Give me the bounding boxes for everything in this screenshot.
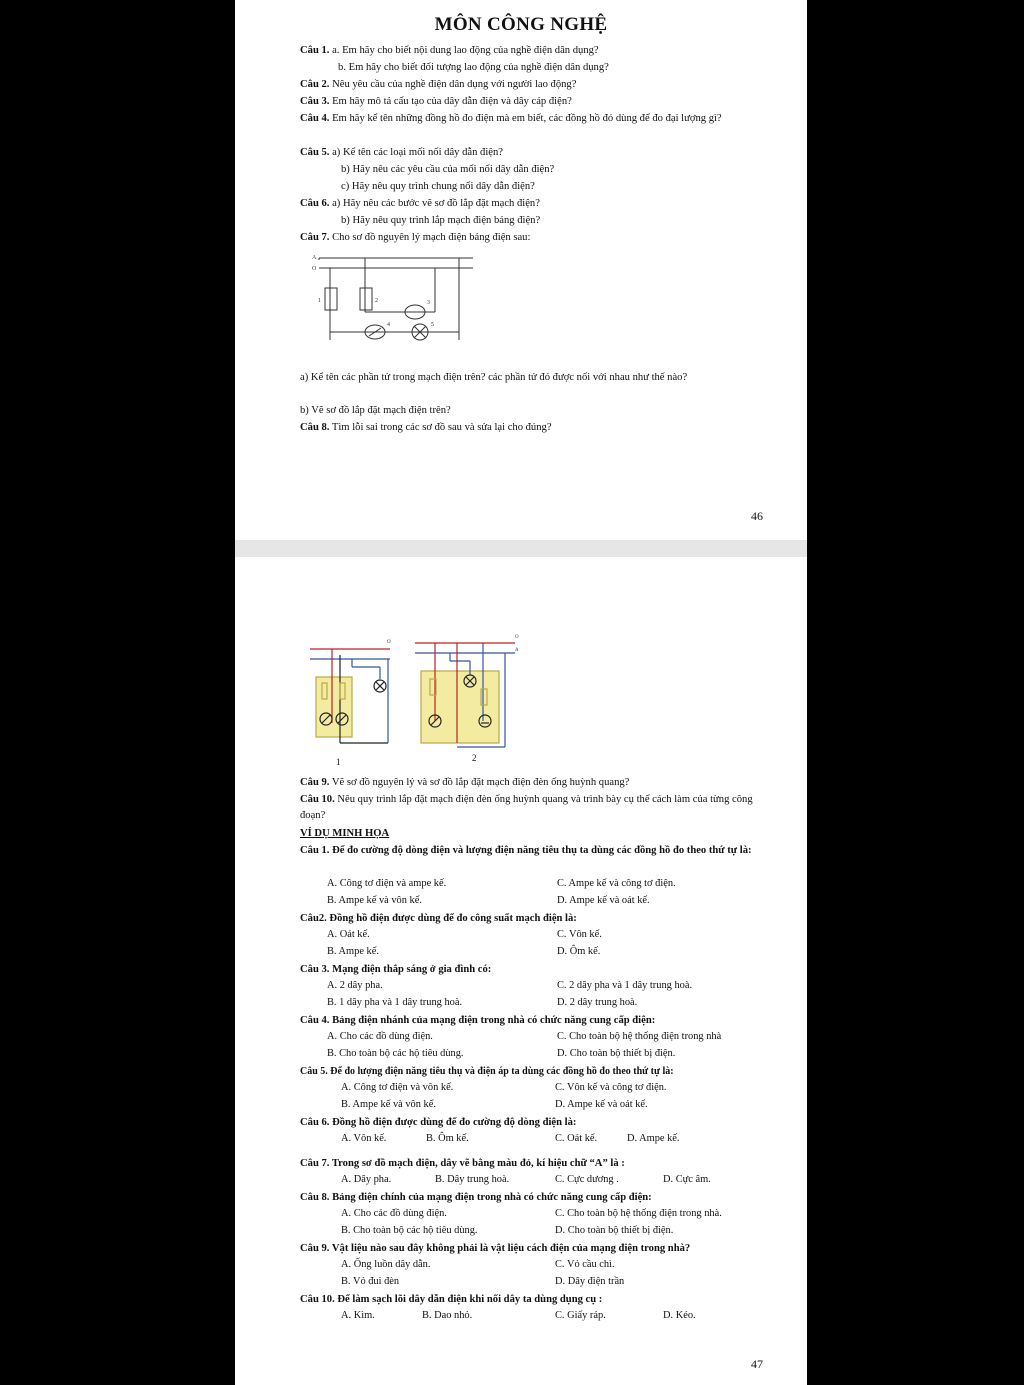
mc-question-10: Câu 10. Để làm sạch lõi dây dẫn điện khi nối dây ta dùng dụng cụ :	[300, 1294, 603, 1305]
mc-question-1: Câu 1. Để đo cường độ dòng điện và lượng điện năng tiêu thụ ta dùng các đồng hồ đo theo thứ tự là:	[300, 845, 752, 856]
question-6b: b) Hãy nêu quy trình lắp mạch điện bảng điện?	[341, 215, 541, 226]
question-7a: a) Kể tên các phần tử trong mạch điện trên? các phần tử đó được nối với nhau như thế nào?	[300, 372, 688, 383]
mc-9-option-a: A. Ống luồn dây dẫn.	[341, 1259, 431, 1270]
question-9: Câu 9. Vẽ sơ đồ nguyên lý và sơ đồ lắp đặt mạch điện đèn ống huỳnh quang?	[300, 777, 630, 788]
mc-4-option-a: A. Cho các đồ dùng điện.	[327, 1031, 433, 1042]
mc-7-option-d: D. Cực âm.	[663, 1174, 711, 1185]
question-8: Câu 8. Tìm lỗi sai trong các sơ đồ sau và sửa lại cho đúng?	[300, 422, 552, 433]
mc-2-option-c: C. Vôn kế.	[557, 929, 602, 940]
question-1a: Câu 1. a. Em hãy cho biết nội dung lao động của nghề điện dân dụng?	[300, 45, 599, 56]
label-a-2: A	[515, 648, 519, 653]
mc-5-option-c: C. Vôn kế và công tơ điện.	[555, 1082, 667, 1093]
wiring-figure-1	[310, 635, 400, 755]
mc-7-option-b: B. Dây trung hoà.	[435, 1174, 510, 1185]
mc-10-option-a: A. Kìm.	[341, 1310, 375, 1321]
mc-3-option-d: D. 2 dây trung hoà.	[557, 997, 638, 1008]
mc-question-4: Câu 4. Bảng điện nhánh của mạng điện trong nhà có chức năng cung cấp điện:	[300, 1015, 656, 1026]
mc-10-option-b: B. Dao nhỏ.	[422, 1310, 473, 1321]
label-5: 5	[431, 322, 434, 328]
mc-9-option-d: D. Dây điện trần	[555, 1276, 625, 1287]
mc-3-option-c: C. 2 dây pha và 1 dây trung hoà.	[557, 980, 693, 991]
mc-9-option-b: B. Vỏ đui đèn	[341, 1276, 400, 1287]
label-2: 2	[375, 298, 378, 304]
mc-5-option-d: D. Ampe kế và oát kế.	[555, 1099, 648, 1110]
question-5b: b) Hãy nêu các yêu cầu của mối nối dây dẫn điện?	[341, 164, 555, 175]
mc-8-option-b: B. Cho toàn bộ các hộ tiêu dùng.	[341, 1225, 478, 1236]
question-4: Câu 4. Em hãy kể tên những đồng hồ đo điện mà em biết, các đồng hồ đó dùng để đo đại lượng gì?	[300, 113, 722, 124]
mc-7-option-a: A. Dây pha.	[341, 1174, 392, 1185]
mc-1-option-c: C. Ampe kế và công tơ điện.	[557, 878, 676, 889]
label-1: 1	[318, 298, 321, 304]
mc-6-option-d: D. Ampe kế.	[627, 1133, 680, 1144]
mc-6-option-c: C. Oát kế.	[555, 1133, 598, 1144]
label-o-1: O	[387, 640, 391, 645]
mc-10-option-d: D. Kéo.	[663, 1310, 696, 1321]
section-heading: VÍ DỤ MINH HỌA	[300, 828, 390, 839]
mc-5-option-a: A. Công tơ điện và vôn kế.	[341, 1082, 454, 1093]
question-10: Câu 10. Nêu quy trình lắp đặt mạch điện đèn ống huỳnh quang và trình bày cụ thể cách làm của từng công đoạn?	[300, 794, 753, 821]
mc-question-9: Câu 9. Vật liệu nào sau đây không phải là vật liệu cách điện của mạng điện trong nhà?	[300, 1243, 691, 1254]
figure-1-label: 1	[336, 757, 341, 767]
mc-3-option-a: A. 2 dây pha.	[327, 980, 383, 991]
question-2: Câu 2. Nêu yêu cầu của nghề điện dân dụng với người lao động?	[300, 79, 577, 90]
question-5c: c) Hãy nêu quy trình chung nối dây dẫn điện?	[341, 181, 535, 192]
mc-question-3: Câu 3. Mạng điện thắp sáng ở gia đình có:	[300, 964, 492, 975]
label-o-2: O	[515, 635, 519, 640]
mc-4-option-b: B. Cho toàn bộ các hộ tiêu dùng.	[327, 1048, 464, 1059]
page-47	[235, 557, 807, 1385]
figure-2-label: 2	[472, 753, 477, 763]
mc-1-option-b: B. Ampe kế và vôn kế.	[327, 895, 422, 906]
mc-8-option-a: A. Cho các đồ dùng điện.	[341, 1208, 447, 1219]
page-number: 47	[751, 1357, 763, 1371]
mc-6-option-b: B. Ôm kế.	[426, 1133, 469, 1144]
mc-2-option-a: A. Oát kế.	[327, 929, 370, 940]
label-o: O	[312, 266, 317, 272]
mc-9-option-c: C. Vỏ cầu chì.	[555, 1259, 615, 1270]
mc-question-6: Câu 6. Đồng hồ điện được dùng để đo cường độ dòng điện là:	[300, 1117, 577, 1128]
mc-2-option-d: D. Ôm kế.	[557, 946, 601, 957]
mc-1-option-a: A. Công tơ điện và ampe kế.	[327, 878, 447, 889]
mc-4-option-c: C. Cho toàn bộ hệ thống điện trong nhà	[557, 1031, 722, 1042]
mc-5-option-b: B. Ampe kế và vôn kế.	[341, 1099, 436, 1110]
mc-4-option-d: D. Cho toàn bộ thiết bị điện.	[557, 1048, 676, 1059]
mc-10-option-c: C. Giấy ráp.	[555, 1310, 606, 1321]
question-1b: b. Em hãy cho biết đối tượng lao động của nghề điện dân dụng?	[338, 62, 609, 73]
page-title: MÔN CÔNG NGHỆ	[434, 14, 608, 35]
mc-1-option-d: D. Ampe kế và oát kế.	[557, 895, 650, 906]
mc-question-8: Câu 8. Bảng điện chính của mạng điện trong nhà có chức năng cung cấp điện:	[300, 1192, 652, 1203]
mc-7-option-c: C. Cực dương .	[555, 1174, 619, 1185]
page-number: 46	[751, 509, 763, 523]
wiring-figure-2	[415, 631, 525, 751]
mc-question-5: Câu 5. Để đo lượng điện năng tiêu thụ và điện áp ta dùng các đồng hồ đo theo thứ tự là:	[300, 1066, 674, 1077]
mc-8-option-d: D. Cho toàn bộ thiết bị điện.	[555, 1225, 674, 1236]
mc-8-option-c: C. Cho toàn bộ hệ thống điện trong nhà.	[555, 1208, 722, 1219]
question-5a: Câu 5. a) Kể tên các loại mối nối dây dẫn điện?	[300, 147, 503, 158]
label-4: 4	[387, 322, 390, 328]
mc-3-option-b: B. 1 dây pha và 1 dây trung hoà.	[327, 997, 463, 1008]
page-46	[235, 0, 807, 540]
mc-question-2: Câu2. Đồng hồ điện được dùng để đo công suất mạch điện là:	[300, 913, 577, 924]
label-a: A	[312, 255, 317, 261]
mc-2-option-b: B. Ampe kế.	[327, 946, 379, 957]
mc-6-option-a: A. Vôn kế.	[341, 1133, 387, 1144]
question-7: Câu 7. Cho sơ đồ nguyên lý mạch điện bảng điện sau:	[300, 232, 531, 243]
page-separator	[235, 540, 807, 557]
circuit-diagram	[305, 250, 485, 350]
label-3: 3	[427, 300, 430, 306]
question-7b: b) Vẽ sơ đồ lắp đặt mạch điện trên?	[300, 405, 451, 416]
mc-question-7: Câu 7. Trong sơ đồ mạch điện, dây vẽ bằng màu đỏ, kí hiệu chữ “A” là :	[300, 1158, 625, 1169]
question-6a: Câu 6. a) Hãy nêu các bước vẽ sơ đồ lắp đặt mạch điện?	[300, 198, 540, 209]
question-3: Câu 3. Em hãy mô tả cấu tạo của dây dẫn điện và dây cáp điện?	[300, 96, 572, 107]
